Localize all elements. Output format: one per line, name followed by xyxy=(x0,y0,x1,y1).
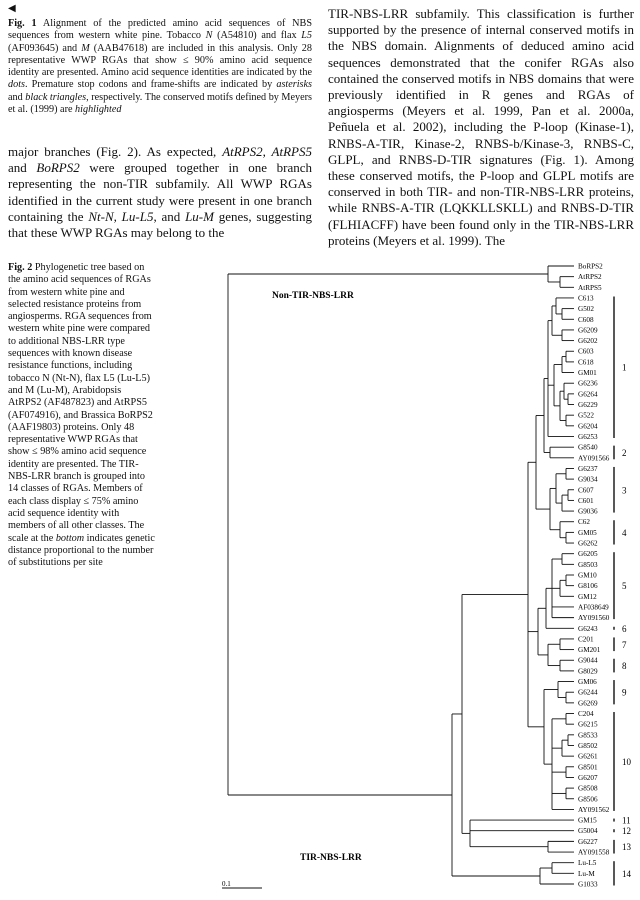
class-label: 5 xyxy=(622,581,627,592)
leaf-label: BoRPS2 xyxy=(578,262,603,271)
gene-name: AtRPS2, AtRPS5 xyxy=(222,144,312,159)
leaf-label: G6236 xyxy=(578,379,598,388)
leaf-label: AY091560 xyxy=(578,614,610,623)
leaf-label: G522 xyxy=(578,411,594,420)
body-text-right: TIR-NBS-LRR subfamily. This classification is further supported by the presence of internal conserved motifs in the NBS domain. Alignments of deduced amino acid sequences demonstrated that the conifer RGAs also contained the conserved motifs in NBS domains that were previously identified in R genes and RGAs of angiosperms (Meyers et al. 1999, Pan et al. 2000a, Peñuela et al. 2002), including the P-loop (Kinase-1), RNBS-A-TIR, Kinase-2, RNBS-b/Kinase-3, RNBS-C, GLPL, and RNBS-D-TIR signatures (Fig. 1). Among these conserved motifs, the P-loop and GLPL motifs are conserved in both TIR- and non-TIR-NBS-LRR proteins, while RNBS-A-TIR (LQKKLLSKLL) and RNBS-D-TIR (FLHIACFF) have been found only in the TIR-NBS-LRR proteins (Meyers et al. 1999). The xyxy=(328,6,634,248)
fig1-text: (A54810) and flax xyxy=(212,30,302,42)
leaf-label: AY091566 xyxy=(578,454,610,463)
class-label: 3 xyxy=(622,485,627,496)
class-label: 7 xyxy=(622,639,627,650)
leaf-label: G6237 xyxy=(578,464,598,473)
leaf-label: G502 xyxy=(578,305,594,314)
leaf-label: C601 xyxy=(578,496,594,505)
fig1-text: , respectively. The conserved motifs defined by Meyers et al. (1999) are xyxy=(8,91,312,116)
fig1-text: and xyxy=(8,91,26,103)
leaf-label: G6244 xyxy=(578,688,598,697)
leaf-label: G6205 xyxy=(578,550,598,559)
class-label: 4 xyxy=(622,527,627,538)
leaf-label: G6243 xyxy=(578,624,598,633)
leaf-label: G6202 xyxy=(578,337,598,346)
leaf-label: C603 xyxy=(578,347,594,356)
fig1-text: . Premature stop codons and frame-shifts are indicated by xyxy=(24,79,277,91)
body-text: , and xyxy=(153,208,186,224)
body-text: major branches (Fig. 2). As expected, xyxy=(8,144,223,159)
leaf-label: GM201 xyxy=(578,646,601,655)
leaf-label: G6209 xyxy=(578,326,598,335)
fig1-italic: L5 xyxy=(301,30,312,42)
leaf-label: GM15 xyxy=(578,816,597,825)
leaf-label: C613 xyxy=(578,294,594,303)
leaf-label: G8029 xyxy=(578,667,598,676)
back-triangle-icon[interactable]: ◀ xyxy=(8,3,16,14)
gene-name: Nt-N, Lu-L5 xyxy=(88,208,154,224)
class-label: 11 xyxy=(622,815,631,826)
leaf-label: G6207 xyxy=(578,773,598,782)
leaf-label: Lu-L5 xyxy=(578,859,597,868)
leaf-label: G6215 xyxy=(578,720,598,729)
branch-label-non-tir: Non-TIR-NBS-LRR xyxy=(272,291,354,301)
class-label: 9 xyxy=(622,687,627,698)
leaf-label: G6204 xyxy=(578,422,598,431)
leaf-label: GM10 xyxy=(578,571,597,580)
fig1-label: Fig. 1 xyxy=(8,18,37,29)
leaf-label: AY091558 xyxy=(578,848,610,857)
leaf-label: G8501 xyxy=(578,763,598,772)
class-label: 12 xyxy=(622,826,631,837)
fig2-italic: bottom xyxy=(55,532,85,544)
gene-name: Lu-M xyxy=(185,208,214,224)
leaf-label: G8508 xyxy=(578,784,598,793)
leaf-label: G6253 xyxy=(578,432,598,441)
leaf-label: G8503 xyxy=(578,560,598,569)
leaf-label: G6227 xyxy=(578,837,598,846)
class-label: 10 xyxy=(622,756,631,767)
leaf-label: G8506 xyxy=(578,795,598,804)
leaf-label: C62 xyxy=(578,518,590,527)
leaf-label: G9036 xyxy=(578,507,598,516)
body-text: and xyxy=(8,160,37,176)
leaf-label: C608 xyxy=(578,315,594,324)
fig1-italic: asterisks xyxy=(276,79,312,91)
body-text: were grouped together in one branch representing the non-TIR subfamily. All WWP RGAs identified in the current study were present in one branch containing the xyxy=(8,160,312,224)
fig2-label: Fig. 2 xyxy=(8,262,33,273)
class-label: 14 xyxy=(622,868,631,879)
leaf-label: GM12 xyxy=(578,592,597,601)
branch-label-tir: TIR-NBS-LRR xyxy=(300,853,362,863)
class-label: 8 xyxy=(622,661,627,672)
leaf-label: GM05 xyxy=(578,528,597,537)
fig1-text: Alignment of the predicted amino acid sequences of NBS sequences from western white pine. Tobacco xyxy=(8,18,312,42)
fig2-text: indicates genetic distance proportional to the number of substitutions per site xyxy=(8,532,155,569)
leaf-label: AY091562 xyxy=(578,805,610,814)
leaf-label: G6261 xyxy=(578,752,598,761)
class-label: 13 xyxy=(622,842,631,853)
leaf-label: C607 xyxy=(578,486,594,495)
fig1-italic: N xyxy=(205,30,213,42)
scale-label: 0.1 xyxy=(222,880,231,888)
fig1-italic: dots xyxy=(8,79,25,91)
leaf-label: GM01 xyxy=(578,369,597,378)
leaf-label: C618 xyxy=(578,358,594,367)
leaf-label: Lu-M xyxy=(578,869,595,878)
leaf-label: G6229 xyxy=(578,401,598,410)
leaf-label: G8540 xyxy=(578,443,598,452)
leaf-label: G8533 xyxy=(578,731,598,740)
leaf-label: AtRPS5 xyxy=(578,283,602,292)
fig1-italic: highlighted xyxy=(75,104,122,116)
class-label: 1 xyxy=(622,362,627,373)
leaf-label: G6262 xyxy=(578,539,598,548)
leaf-label: G9044 xyxy=(578,656,598,665)
leaf-label: C201 xyxy=(578,635,594,644)
class-label: 2 xyxy=(622,447,627,458)
leaf-label: AF038649 xyxy=(578,603,609,612)
fig2-text: Phylogenetic tree based on the amino acid sequences of RGAs from western white pine and selected resistance proteins from angiosperms. RGA sequences from western white pine were compared to additional NBS-LRR type sequences with known disease resistance functions, including tobacco N (Nt-N), flax L5 (Lu-L5) and M (Lu-M), Arabidopsis AtRPS2 (AF487823) and AtRPS5 (AF074916), and Brassica BoRPS2 (AAF19803) proteins. Only 48 representative WWP RGAs that show ≤ 98% amino acid sequence identity are presented. The TIR-NBS-LRR branch is grouped into 14 classes of RGAs. Members of each class display ≤ 75% amino acid sequence identity with members of all other classes. The scale at the xyxy=(8,262,153,544)
fig1-text: (AF093645) and xyxy=(8,42,82,54)
leaf-label: G5004 xyxy=(578,827,598,836)
fig1-italic: black triangles xyxy=(25,91,87,103)
leaf-label: GM06 xyxy=(578,678,597,687)
leaf-label: G8502 xyxy=(578,741,598,750)
fig1-italic: M xyxy=(81,42,90,54)
class-label: 6 xyxy=(622,623,627,634)
body-text: genes, suggesting that these WWP RGAs may belong to the xyxy=(8,208,313,241)
leaf-label: AtRPS2 xyxy=(578,273,602,282)
leaf-label: G8106 xyxy=(578,582,598,591)
leaf-label: G1033 xyxy=(578,880,598,889)
leaf-label: G6264 xyxy=(578,390,598,399)
leaf-label: G9034 xyxy=(578,475,598,484)
gene-name: BoRPS2 xyxy=(36,160,80,176)
leaf-label: G6269 xyxy=(578,699,598,708)
leaf-label: C204 xyxy=(578,710,594,719)
fig1-text: (AAB47618) are included in this analysis. Only 28 representative WWP RGAs that show ≤ 90% amino acid sequence identity are presented. Amino acid sequence identities are indicated by the xyxy=(8,42,312,79)
